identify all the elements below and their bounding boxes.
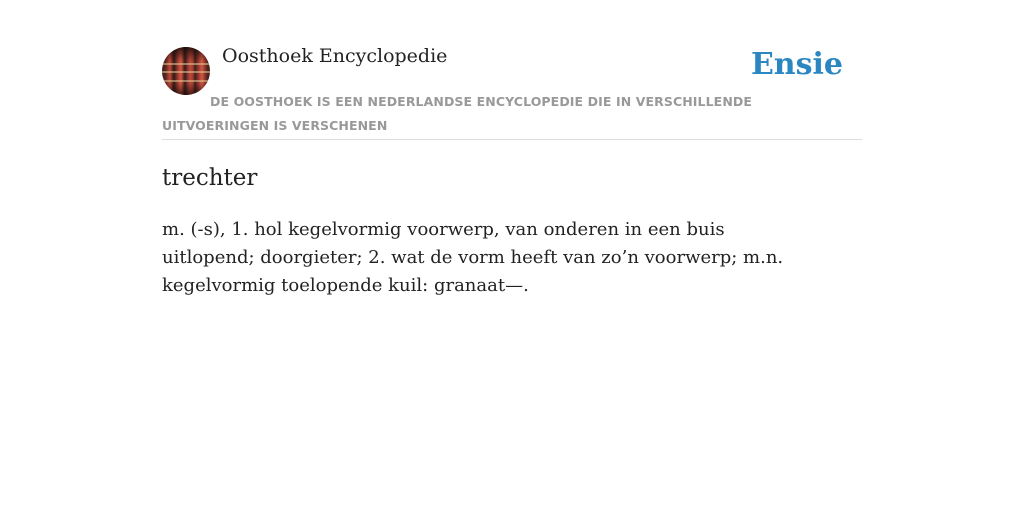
ensie-logo-link[interactable]: Ensie (750, 47, 843, 82)
site-header (162, 0, 862, 140)
avatar-spine-band (162, 80, 210, 82)
site-title[interactable]: Oosthoek Encyclopedie (222, 45, 448, 67)
encyclopedia-books-icon[interactable] (162, 47, 210, 95)
site-subtitle: DE OOSTHOEK IS EEN NEDERLANDSE ENCYCLOPEDIE DIE IN VERSCHILLENDE UITVOERINGEN IS VERSCHENEN (162, 94, 752, 133)
entry-definition: m. (-s), 1. hol kegelvormig voorwerp, van onderen in een buis uitlopend; doorgieter; 2. wat de vorm heeft van zo’n voorwerp; m.n. kegelvormig toelopende kuil: granaat—. (162, 219, 784, 296)
page-container (162, 0, 862, 300)
avatar-spine-band (162, 71, 210, 73)
entry-term: trechter (162, 165, 258, 191)
avatar-shade-top (162, 47, 210, 61)
avatar-spine-band (162, 63, 210, 65)
